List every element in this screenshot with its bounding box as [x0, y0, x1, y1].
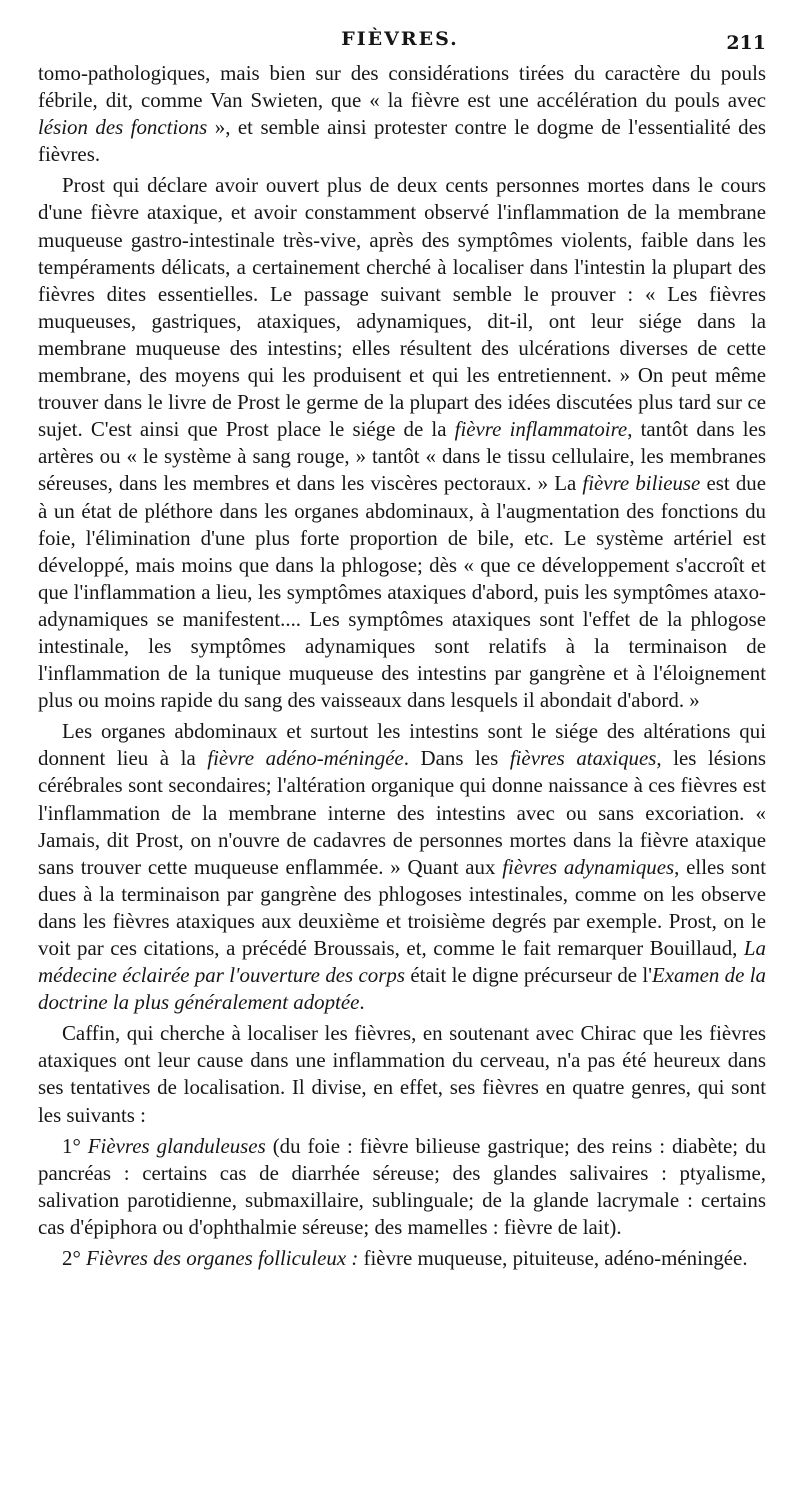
emphasis-text: Fièvres des organes folliculeux :: [86, 1246, 359, 1271]
emphasis-text: fièvre adéno-méningée: [207, 746, 404, 771]
paragraph-prost: Prost qui déclare avoir ouvert plus de deux cents personnes mortes dans le cours d'une fièvre ataxique, et avoir constamment observé l'inflammation de la membrane muqueuse gastro-intestinale très-vive, après des symptômes violents, faible dans les tempéraments délicats, a certainement cherché à localiser dans l'intestin la plupart des fièvres dites essentielles. Le passage suivant semble le prouver : « Les fièvres muqueuses, gastriques, ataxiques, adynamiques, dit-il, ont leur siége dans la membrane muqueuse des intestins; elles résultent des ulcérations diverses de cette membrane, des moyens qui les produisent et qui les entretiennent. » On peut même trouver dans le livre de Prost le germe de la plupart des idées discutées plus tard sur ce sujet. C'est ainsi que Prost place le siége de la fièvre inflammatoire, tantôt dans les artères ou « le système à sang rouge, » tantôt « dans le tissu cellulaire, les membranes séreuses, dans les membres et dans les viscères pectoraux. » La fièvre bilieuse est due à un état de pléthore dans les organes abdominaux, à l'augmentation des fonctions du foie, l'élimination d'une plus forte proportion de bile, etc. Le système artériel est développé, mais moins que dans la phlogose; dès « que ce développement s'accroît et que l'inflammation a lieu, les symptômes ataxiques d'abord, puis les symptômes ataxo-adynamiques se manifestent.... Les symptômes ataxiques sont l'effet de la phlogose intestinale, les symptômes adynamiques sont relatifs à la terminaison de l'inflammation de la tunique muqueuse des intestins par gangrène et à l'éloignement plus ou moins rapide du sang des vaisseaux dans lesquels il abondait d'abord. »: [38, 173, 766, 713]
running-title: FIÈVRES.: [341, 28, 459, 50]
paragraph-van-swieten: tomo-pathologiques, mais bien sur des considérations tirées du caractère du pouls fébrile, dit, comme Van Swieten, que « la fièvre est une accélération du pouls avec lésion des fonctions », et semble ainsi protester contre le dogme de l'essentialité des fièvres.: [38, 61, 766, 167]
emphasis-text: lésion des fonctions: [38, 115, 208, 140]
emphasis-text: fièvre inflammatoire: [454, 417, 628, 442]
running-head: [0, 22, 800, 52]
body-text: [38, 60, 766, 1272]
paragraph-organes-abdominaux: Les organes abdominaux et surtout les intestins sont le siége des altérations qui donnent lieu à la fièvre adéno-méningée. Dans les fièvres ataxiques, les lésions cérébrales sont secondaires; l'altération organique qui donne naissance à ces fièvres est l'inflammation de la membrane interne des intestins avec ou sans excoriation. « Jamais, dit Prost, on n'ouvre de cadavres de personnes mortes dans la fièvre ataxique sans trouver cette muqueuse enflammée. » Quant aux fièvres adynamiques, elles sont dues à la terminaison par gangrène des phlogoses intestinales, comme on les observe dans les fièvres ataxiques aux deuxième et troisième degrés par exemple. Prost, on le voit par ces citations, a précédé Broussais, et, comme le fait remarquer Bouillaud, La médecine éclairée par l'ouverture des corps était le digne précurseur de l'Examen de la doctrine la plus généralement adoptée.: [38, 719, 767, 1015]
paragraph-caffin: Caffin, qui cherche à localiser les fièvres, en soutenant avec Chirac que les fièvres ataxiques ont leur cause dans une inflammation du cerveau, n'a pas été heureux dans ses tentatives de localisation. Il divise, en effet, ses fièvres en quatre genres, qui sont les suivants :: [38, 1021, 766, 1127]
emphasis-text: fièvre bilieuse: [582, 471, 701, 496]
emphasis-text: fièvres ataxiques: [509, 746, 657, 771]
book-title: Examen de la doctrine la plus généralement adoptée: [38, 963, 766, 1015]
page-number: 211: [726, 32, 766, 54]
emphasis-text: Fièvres glanduleuses: [87, 1133, 266, 1158]
list-item-fievres-glanduleuses: 1° Fièvres glanduleuses (du foie : fièvre bilieuse gastrique; des reins : diabète; du pancréas : certains cas de diarrhée séreuse; des glandes salivaires : ptyalisme, salivation parotidienne, submaxillaire, sublinguale; de la glande lacrymale : certains cas d'épiphora ou d'ophthalmie séreuse; des mamelles : fièvre de lait).: [38, 1133, 766, 1239]
book-title: La médecine éclairée par l'ouverture des corps: [38, 936, 766, 988]
list-item-fievres-folliculeux: 2° Fièvres des organes folliculeux : fièvre muqueuse, pituiteuse, adéno-méningée.: [62, 1246, 748, 1271]
emphasis-text: fièvres adynamiques: [502, 854, 675, 879]
